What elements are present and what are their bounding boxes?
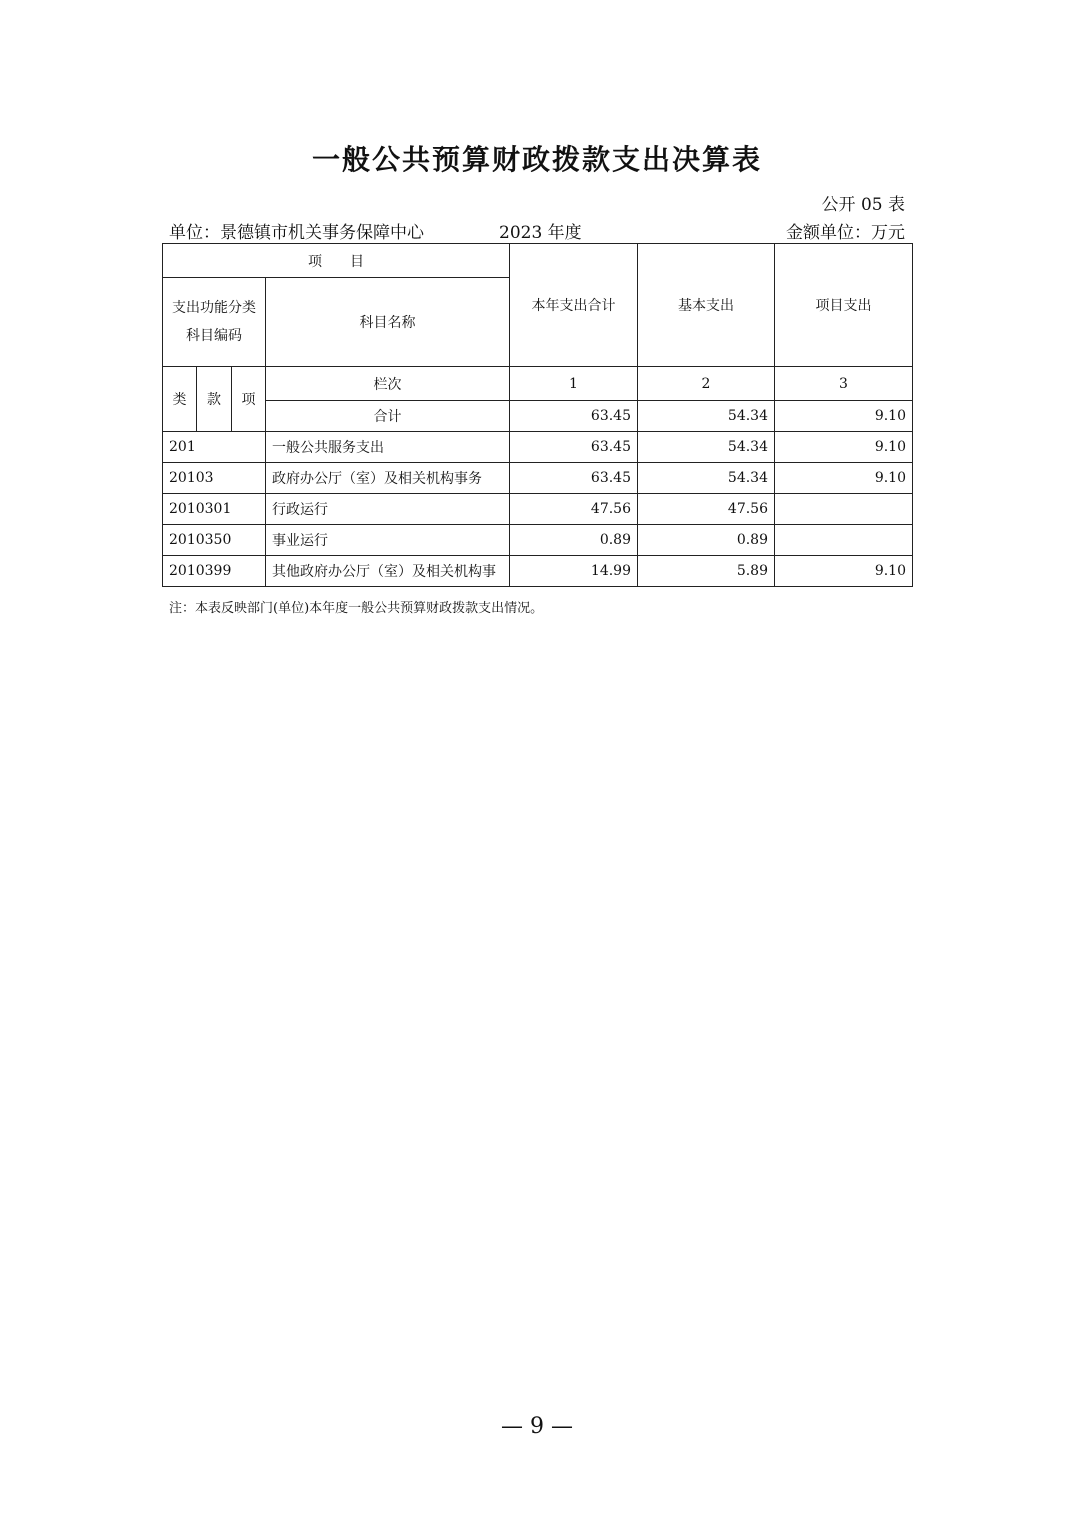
table-note: 注：本表反映部门(单位)本年度一般公共预算财政拨款支出情况。 bbox=[169, 601, 544, 616]
row-basic: 54.34 bbox=[638, 463, 775, 494]
page-title: 一般公共预算财政拨款支出决算表 bbox=[311, 143, 762, 176]
row-total: 0.89 bbox=[510, 525, 638, 556]
row-basic: 47.56 bbox=[638, 494, 775, 525]
row-name: 行政运行 bbox=[266, 494, 510, 525]
header-col3: 3 bbox=[775, 367, 913, 401]
row-code: 20103 bbox=[163, 463, 266, 494]
row-basic: 0.89 bbox=[638, 525, 775, 556]
summary-basic: 54.34 bbox=[638, 401, 775, 432]
row-total: 47.56 bbox=[510, 494, 638, 525]
header-subject-name: 科目名称 bbox=[266, 278, 510, 367]
header-col2: 2 bbox=[638, 367, 775, 401]
row-name: 一般公共服务支出 bbox=[266, 432, 510, 463]
header-func-code-line1: 支出功能分类 bbox=[172, 300, 256, 316]
table-code: 公开 05 表 bbox=[821, 195, 905, 215]
row-project: 9.10 bbox=[775, 432, 913, 463]
header-project: 项目支出 bbox=[775, 244, 913, 367]
header-lanci: 栏次 bbox=[266, 367, 510, 401]
row-project bbox=[775, 525, 913, 556]
row-name: 政府办公厅（室）及相关机构事务 bbox=[266, 463, 510, 494]
budget-table bbox=[162, 243, 913, 587]
table-row bbox=[163, 556, 913, 587]
header-func-code-line2: 科目编码 bbox=[186, 328, 242, 344]
header-lei: 类 bbox=[163, 367, 197, 432]
page-number: — 9 — bbox=[501, 1414, 573, 1439]
table-row bbox=[163, 525, 913, 556]
header-func-code bbox=[163, 278, 266, 367]
row-code: 2010301 bbox=[163, 494, 266, 525]
row-total: 14.99 bbox=[510, 556, 638, 587]
unit-label: 单位：景德镇市机关事务保障中心 bbox=[169, 223, 424, 243]
row-code: 2010350 bbox=[163, 525, 266, 556]
table-row bbox=[163, 463, 913, 494]
row-code: 201 bbox=[163, 432, 266, 463]
header-item: 项 目 bbox=[163, 244, 510, 278]
table-row bbox=[163, 432, 913, 463]
row-code: 2010399 bbox=[163, 556, 266, 587]
row-basic: 54.34 bbox=[638, 432, 775, 463]
row-name: 事业运行 bbox=[266, 525, 510, 556]
row-total: 63.45 bbox=[510, 432, 638, 463]
row-project bbox=[775, 494, 913, 525]
row-total: 63.45 bbox=[510, 463, 638, 494]
header-col1: 1 bbox=[510, 367, 638, 401]
year-label: 2023 年度 bbox=[499, 223, 582, 243]
table-row bbox=[163, 494, 913, 525]
row-project: 9.10 bbox=[775, 556, 913, 587]
row-name: 其他政府办公厅（室）及相关机构事 bbox=[266, 556, 510, 587]
header-total: 本年支出合计 bbox=[510, 244, 638, 367]
header-xiang: 项 bbox=[232, 367, 266, 432]
row-project: 9.10 bbox=[775, 463, 913, 494]
row-basic: 5.89 bbox=[638, 556, 775, 587]
summary-project: 9.10 bbox=[775, 401, 913, 432]
header-basic: 基本支出 bbox=[638, 244, 775, 367]
header-kuan: 款 bbox=[197, 367, 232, 432]
summary-total: 63.45 bbox=[510, 401, 638, 432]
money-unit-label: 金额单位：万元 bbox=[786, 223, 905, 243]
summary-label: 合计 bbox=[266, 401, 510, 432]
